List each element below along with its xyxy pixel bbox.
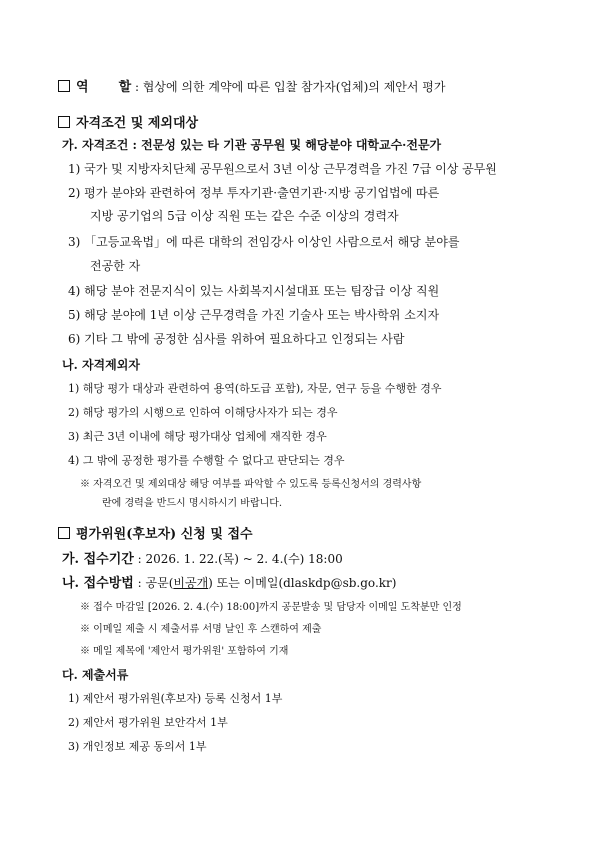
qualification-heading-line (58, 116, 198, 132)
method-text-3: ) 또는 이메일(dlaskdp@sb.go.kr) (208, 576, 397, 590)
exclusion-item: 4) 그 밖에 공정한 평가를 수행할 수 없다고 판단되는 경우 (68, 454, 345, 467)
role-text: : 협상에 의한 계약에 따른 입찰 참가자(업체)의 제안서 평가 (131, 80, 446, 94)
checkbox-square-icon (58, 116, 70, 128)
application-heading: 평가위원(후보자) 신청 및 접수 (76, 527, 253, 542)
documents-heading: 다. 제출서류 (62, 668, 129, 682)
method-note: ※ 이메일 제출 시 제출서류 서명 날인 후 스캔하여 제출 (80, 624, 322, 635)
method-note: ※ 접수 마감일 [2026. 2. 4.(수) 18:00]까지 공문발송 및 담당자 이메일 도착분만 인정 (80, 602, 462, 613)
document-item: 1) 제안서 평가위원(후보자) 등록 신청서 1부 (68, 692, 283, 705)
qualification-item: 5) 해당 분야에 1년 이상 근무경력을 가진 기술사 또는 박사학위 소지자 (68, 308, 440, 322)
method-text-private: 비공개 (173, 576, 209, 590)
period-label: 가. 접수기간 (62, 552, 134, 567)
qualification-item: 3) 「고등교육법」에 따른 대학의 전임강사 이상인 사람으로서 해당 분야를 (68, 235, 460, 249)
method-text-1: : 공문( (133, 576, 174, 590)
qualification-item: 1) 국가 및 지방자치단체 공무원으로서 3년 이상 근무경력을 가진 7급 이상 공무원 (68, 162, 497, 176)
method-label: 나. 접수방법 (62, 576, 134, 591)
application-method-line (62, 576, 396, 592)
role-line (58, 80, 445, 96)
qualification-heading: 자격조건 및 제외대상 (76, 116, 199, 131)
exclusion-note-continued: 란에 경력을 반드시 명시하시기 바랍니다. (102, 498, 283, 509)
qualification-item: 4) 해당 분야 전문지식이 있는 사회복지시설대표 또는 팀장급 이상 직원 (68, 284, 440, 298)
qualification-item-continued: 전공한 자 (90, 259, 141, 273)
role-label-2: 할 (118, 80, 132, 95)
qualification-sub-b-heading: 나. 자격제외자 (62, 358, 140, 372)
application-heading-line (58, 527, 253, 543)
checkbox-square-icon (58, 527, 70, 539)
qualification-item-continued: 지방 공기업의 5급 이상 직원 또는 같은 수준 이상의 경력자 (90, 209, 399, 223)
period-text: : 2026. 1. 22.(목) ~ 2. 4.(수) 18:00 (133, 552, 343, 566)
document-item: 3) 개인정보 제공 동의서 1부 (68, 740, 207, 753)
method-note: ※ 메일 제목에 '제안서 평가위원' 포함하여 기재 (80, 646, 289, 657)
exclusion-note: ※ 자격오건 및 제외대상 해당 여부를 파악할 수 있도록 등록신청서의 경력사항 (80, 479, 422, 490)
exclusion-item: 1) 해당 평가 대상과 관련하여 용역(하도급 포함), 자문, 연구 등을 수행한 경우 (68, 382, 442, 395)
qualification-sub-a-heading: 가. 자격조건 : 전문성 있는 타 기관 공무원 및 해당분야 대학교수·전문가 (62, 138, 442, 152)
exclusion-item: 3) 최근 3년 이내에 해당 평가대상 업체에 재직한 경우 (68, 430, 327, 443)
qualification-item: 2) 평가 분야와 관련하여 정부 투자기관·출연기관·지방 공기업법에 따른 (68, 186, 440, 200)
application-period-line (62, 552, 343, 568)
document-item: 2) 제안서 평가위원 보안각서 1부 (68, 716, 228, 729)
role-label-1: 역 (76, 80, 89, 95)
checkbox-square-icon (58, 80, 70, 92)
qualification-item: 6) 기타 그 밖에 공정한 심사를 위하여 필요하다고 인정되는 사람 (68, 332, 405, 346)
exclusion-item: 2) 해당 평가의 시행으로 인하여 이해당사자가 되는 경우 (68, 406, 338, 419)
